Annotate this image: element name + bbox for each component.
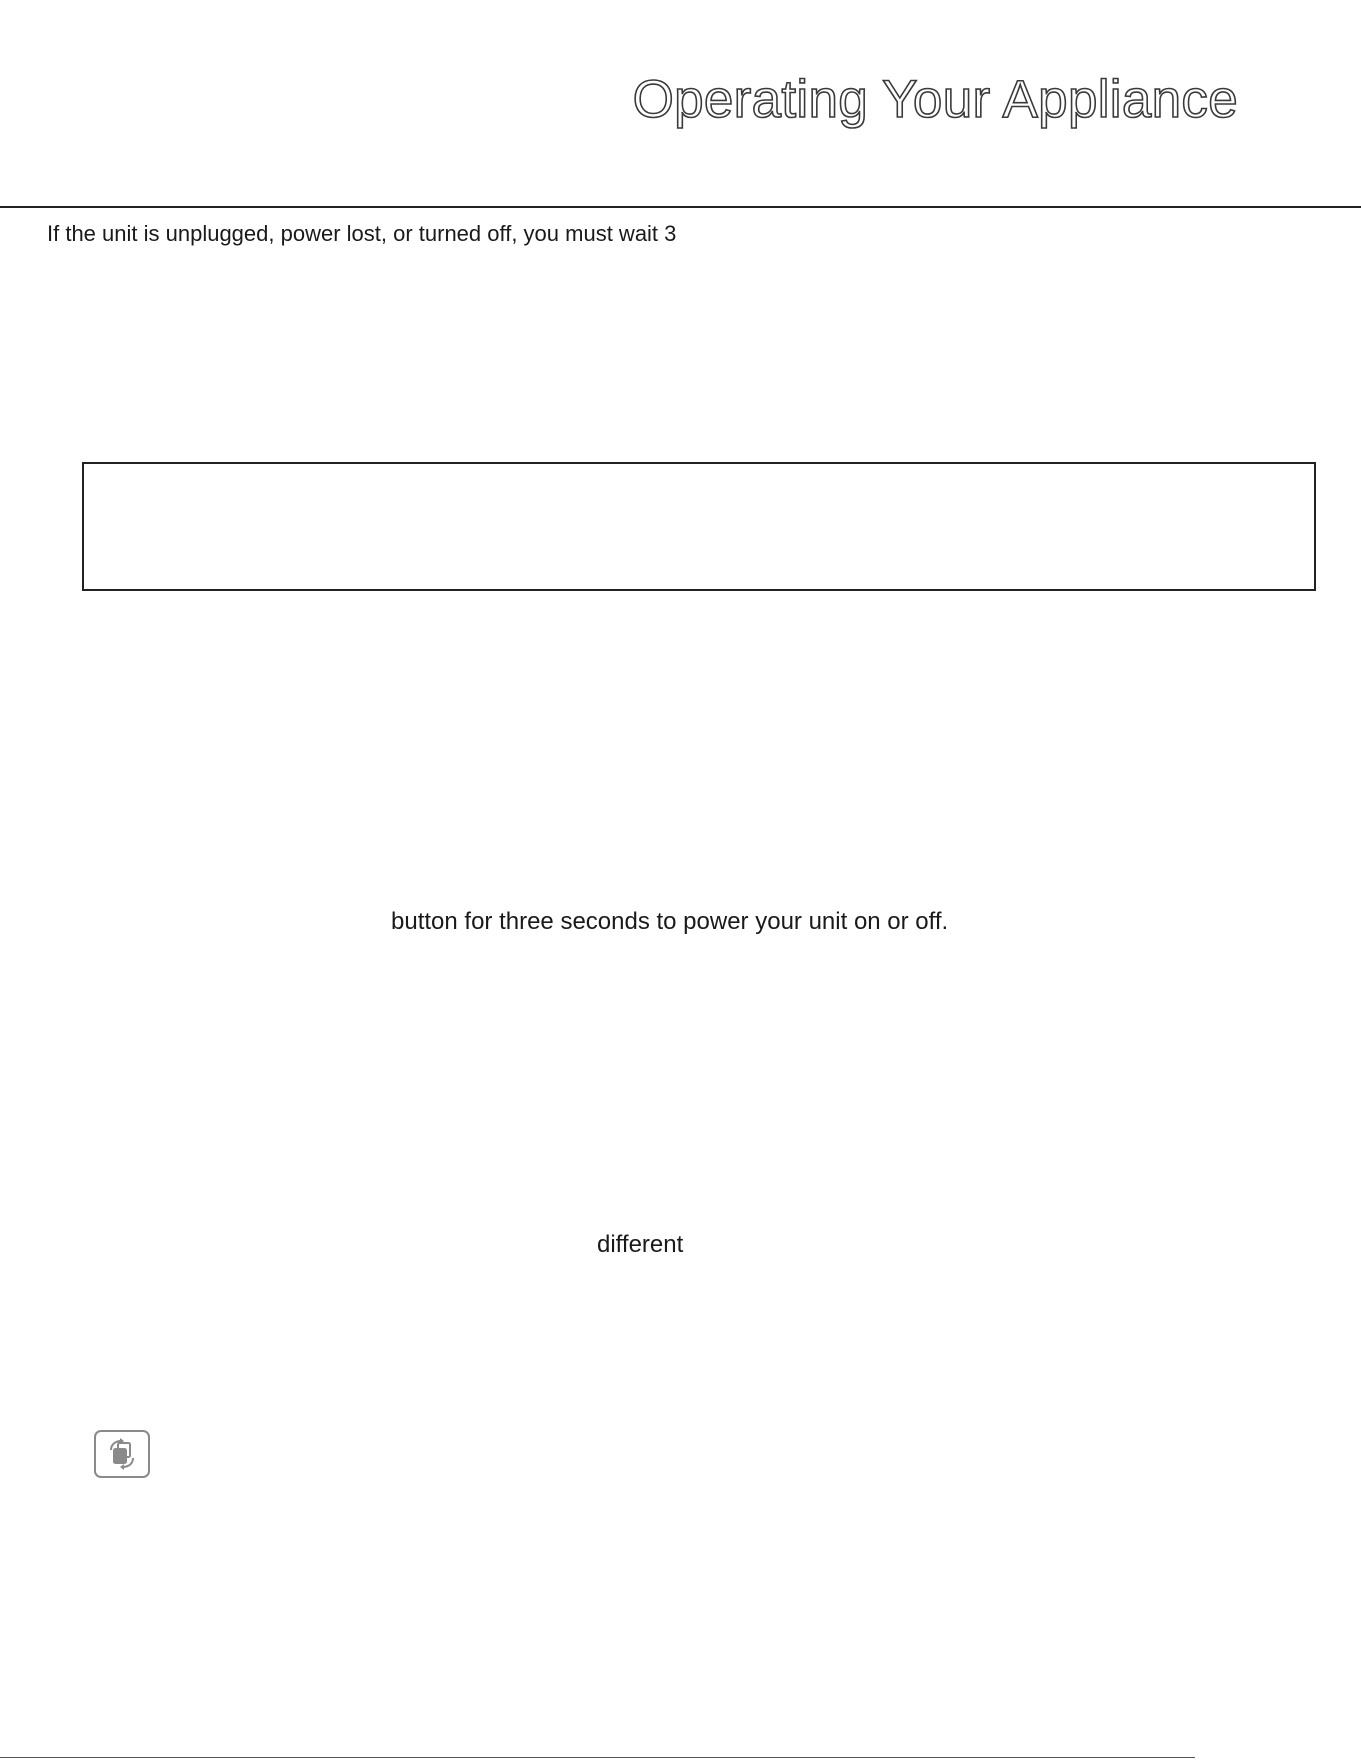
note-box: [82, 462, 1316, 591]
mode-toggle-button[interactable]: [94, 1430, 150, 1478]
mode-toggle-icon: [105, 1437, 139, 1471]
page-title: Operating Your Appliance: [632, 70, 1238, 129]
footer-divider: [0, 1757, 1195, 1758]
power-instruction: button for three seconds to power your unit on or off.: [391, 908, 949, 935]
header-divider: [0, 206, 1361, 208]
different-text-fragment: different: [597, 1231, 684, 1258]
intro-paragraph: If the unit is unplugged, power lost, or turned off, you must wait 3: [47, 221, 677, 246]
